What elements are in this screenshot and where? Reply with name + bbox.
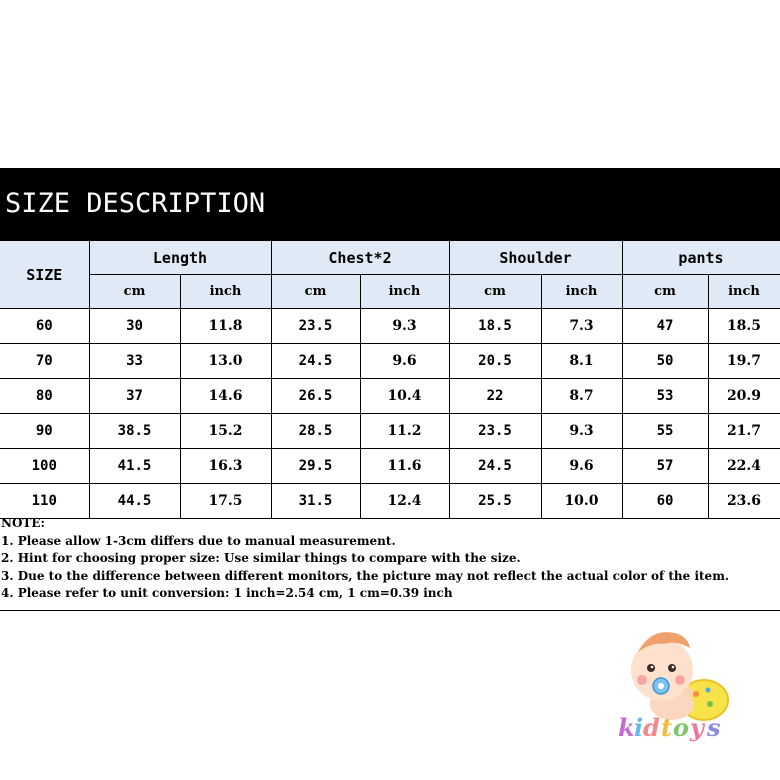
measurement-cell: 60 bbox=[622, 484, 708, 519]
note-item: 3. Due to the difference between different monitors, the picture may not reflect the actual color of the item. bbox=[1, 568, 730, 583]
measurement-cell: 14.6 bbox=[180, 379, 271, 414]
measurement-cell: 18.5 bbox=[449, 309, 541, 344]
measurement-cell: 20.5 bbox=[449, 344, 541, 379]
unit-header: inch bbox=[180, 275, 271, 309]
svg-text:y: y bbox=[690, 713, 704, 742]
svg-text:t: t bbox=[661, 713, 673, 742]
measurement-cell: 33 bbox=[89, 344, 180, 379]
measurement-cell: 17.5 bbox=[180, 484, 271, 519]
measurement-cell: 23.5 bbox=[271, 309, 360, 344]
size-cell: 110 bbox=[0, 484, 89, 519]
unit-header: cm bbox=[449, 275, 541, 309]
size-cell: 70 bbox=[0, 344, 89, 379]
measurement-cell: 12.4 bbox=[360, 484, 449, 519]
note-item: 1. Please allow 1-3cm differs due to manual measurement. bbox=[1, 533, 396, 548]
measurement-cell: 13.0 bbox=[180, 344, 271, 379]
measurement-cell: 37 bbox=[89, 379, 180, 414]
svg-text:s: s bbox=[707, 713, 721, 742]
table-row bbox=[0, 379, 780, 414]
measurement-cell: 10.0 bbox=[541, 484, 622, 519]
kidtoys-logo bbox=[612, 622, 762, 752]
measurement-cell: 57 bbox=[622, 449, 708, 484]
table-row bbox=[0, 309, 780, 344]
size-cell: 60 bbox=[0, 309, 89, 344]
measurement-cell: 11.2 bbox=[360, 414, 449, 449]
measurement-cell: 7.3 bbox=[541, 309, 622, 344]
unit-header: cm bbox=[89, 275, 180, 309]
measurement-cell: 50 bbox=[622, 344, 708, 379]
measurement-cell: 10.4 bbox=[360, 379, 449, 414]
measurement-cell: 11.6 bbox=[360, 449, 449, 484]
measurement-cell: 9.3 bbox=[360, 309, 449, 344]
notes-section bbox=[0, 515, 780, 611]
unit-header: inch bbox=[708, 275, 780, 309]
svg-text:k: k bbox=[618, 713, 635, 742]
table-row bbox=[0, 414, 780, 449]
measurement-cell: 21.7 bbox=[708, 414, 780, 449]
measurement-cell: 20.9 bbox=[708, 379, 780, 414]
size-table bbox=[0, 240, 780, 519]
length-header: Length bbox=[89, 241, 271, 275]
chest-header: Chest*2 bbox=[271, 241, 449, 275]
measurement-cell: 16.3 bbox=[180, 449, 271, 484]
pants-header: pants bbox=[622, 241, 780, 275]
table-row bbox=[0, 344, 780, 379]
size-column-header: SIZE bbox=[0, 241, 89, 309]
measurement-cell: 23.5 bbox=[449, 414, 541, 449]
measurement-cell: 8.1 bbox=[541, 344, 622, 379]
measurement-cell: 38.5 bbox=[89, 414, 180, 449]
size-cell: 80 bbox=[0, 379, 89, 414]
baby-mascot-icon bbox=[631, 632, 728, 720]
measurement-cell: 29.5 bbox=[271, 449, 360, 484]
measurement-cell: 55 bbox=[622, 414, 708, 449]
page-title: SIZE DESCRIPTION bbox=[5, 188, 266, 219]
unit-header: cm bbox=[622, 275, 708, 309]
measurement-cell: 22.4 bbox=[708, 449, 780, 484]
size-cell: 100 bbox=[0, 449, 89, 484]
table-header-row bbox=[0, 241, 780, 275]
unit-header: inch bbox=[360, 275, 449, 309]
measurement-cell: 8.7 bbox=[541, 379, 622, 414]
measurement-cell: 26.5 bbox=[271, 379, 360, 414]
note-item: 2. Hint for choosing proper size: Use similar things to compare with the size. bbox=[1, 551, 521, 566]
measurement-cell: 9.3 bbox=[541, 414, 622, 449]
svg-text:d: d bbox=[643, 713, 660, 742]
measurement-cell: 24.5 bbox=[271, 344, 360, 379]
table-row bbox=[0, 449, 780, 484]
measurement-cell: 31.5 bbox=[271, 484, 360, 519]
measurement-cell: 18.5 bbox=[708, 309, 780, 344]
measurement-cell: 19.7 bbox=[708, 344, 780, 379]
size-cell: 90 bbox=[0, 414, 89, 449]
measurement-cell: 23.6 bbox=[708, 484, 780, 519]
unit-header: cm bbox=[271, 275, 360, 309]
table-unit-row bbox=[0, 275, 780, 309]
note-item: 4. Please refer to unit conversion: 1 inch=2.54 cm, 1 cm=0.39 inch bbox=[1, 586, 453, 601]
measurement-cell: 44.5 bbox=[89, 484, 180, 519]
measurement-cell: 24.5 bbox=[449, 449, 541, 484]
unit-header: inch bbox=[541, 275, 622, 309]
svg-text:i: i bbox=[634, 713, 644, 742]
measurement-cell: 25.5 bbox=[449, 484, 541, 519]
table-row bbox=[0, 484, 780, 519]
measurement-cell: 30 bbox=[89, 309, 180, 344]
measurement-cell: 47 bbox=[622, 309, 708, 344]
measurement-cell: 53 bbox=[622, 379, 708, 414]
measurement-cell: 15.2 bbox=[180, 414, 271, 449]
measurement-cell: 11.8 bbox=[180, 309, 271, 344]
svg-text:o: o bbox=[673, 713, 690, 742]
notes-heading: NOTE: bbox=[1, 516, 45, 530]
measurement-cell: 9.6 bbox=[360, 344, 449, 379]
title-banner bbox=[0, 168, 780, 240]
measurement-cell: 9.6 bbox=[541, 449, 622, 484]
measurement-cell: 28.5 bbox=[271, 414, 360, 449]
measurement-cell: 41.5 bbox=[89, 449, 180, 484]
measurement-cell: 22 bbox=[449, 379, 541, 414]
shoulder-header: Shoulder bbox=[449, 241, 622, 275]
